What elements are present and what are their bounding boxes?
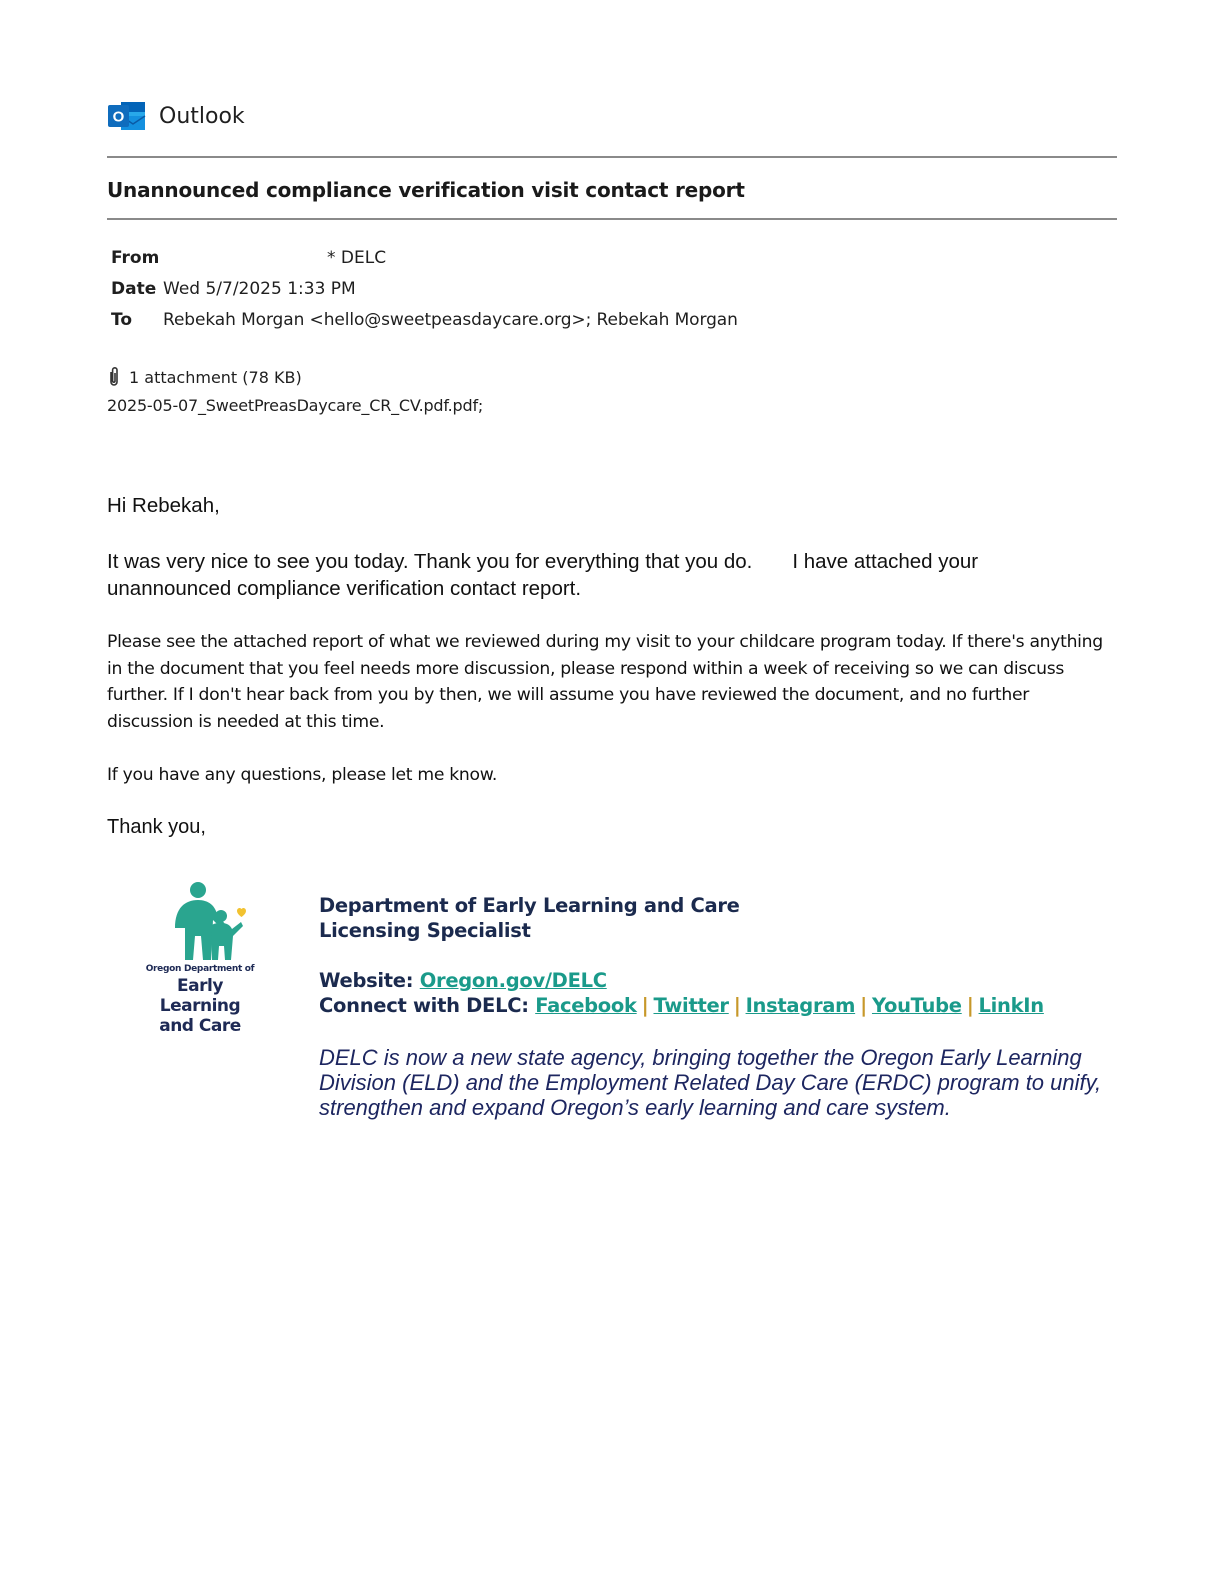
linkedin-link[interactable]: LinkIn [978, 994, 1044, 1017]
family-icon [137, 878, 263, 964]
app-header [107, 96, 245, 136]
to-value[interactable]: Rebekah Morgan <hello@sweetpeasdaycare.org>; Rebekah Morgan [163, 309, 738, 330]
from-row [111, 242, 738, 273]
divider [107, 156, 1117, 158]
email-paragraph: It was very nice to see you today. Thank you for everything that you do. I have attached your unannounced compliance verification contact report. [107, 550, 979, 600]
date-value: Wed 5/7/2025 1:33 PM [163, 278, 356, 299]
twitter-link[interactable]: Twitter [653, 994, 729, 1017]
divider [107, 218, 1117, 220]
connect-label: Connect with DELC: [319, 994, 529, 1017]
attachments [107, 364, 483, 415]
youtube-link[interactable]: YouTube [871, 994, 962, 1017]
email-paragraph: If you have any questions, please let me know. [107, 765, 498, 785]
svg-text:O: O [112, 108, 125, 126]
signature-title: Licensing Specialist [319, 919, 531, 942]
email-paragraph: Please see the attached report of what we reviewed during my visit to your childcare program today. If there's anything in the document that you feel needs more discussion, please respond within a week of receiving so we can discuss further. If I don't hear back from you by then, we will assume you have reviewed the document, and no further discussion is needed at this time. [107, 632, 1103, 732]
to-label: To [111, 309, 133, 330]
to-row [111, 304, 738, 335]
connect-line: Connect with DELC: Facebook | Twitter | Instagram | YouTube | LinkIn [319, 994, 1044, 1017]
instagram-link[interactable]: Instagram [745, 994, 856, 1017]
date-row [111, 273, 738, 304]
delc-logo [137, 878, 263, 1036]
signature-block [319, 893, 1044, 1018]
facebook-link[interactable]: Facebook [535, 994, 637, 1017]
from-value[interactable]: * DELC [327, 247, 387, 268]
website-line [319, 968, 1044, 993]
attachment-file-link[interactable]: 2025-05-07_SweetPreasDaycare_CR_CV.pdf.pdf; [107, 396, 484, 415]
from-label: From [111, 247, 160, 268]
attachment-summary: 1 attachment (78 KB) [129, 367, 302, 387]
email-subject: Unannounced compliance verification visit contact report [107, 178, 745, 202]
website-label: Website: [319, 969, 414, 992]
date-label: Date [111, 278, 157, 299]
signature-note: DELC is now a new state agency, bringing together the Oregon Early Learning Division (ELD) and the Employment Related Day Care (ERDC) program to unify, strengthen and expand Oregon’s early learning and care system. [319, 1045, 1102, 1120]
paperclip-icon [107, 366, 121, 388]
email-meta [111, 242, 738, 335]
email-greeting: Hi Rebekah, [107, 494, 220, 517]
email-signoff: Thank you, [107, 816, 206, 838]
app-name: Outlook [159, 103, 245, 129]
logo-small-text: Oregon Department of [145, 964, 255, 974]
website-link[interactable]: Oregon.gov/DELC [419, 969, 607, 992]
outlook-icon [107, 98, 147, 134]
logo-title: Early Learning and Care [159, 976, 241, 1036]
signature-org: Department of Early Learning and Care [319, 894, 740, 917]
